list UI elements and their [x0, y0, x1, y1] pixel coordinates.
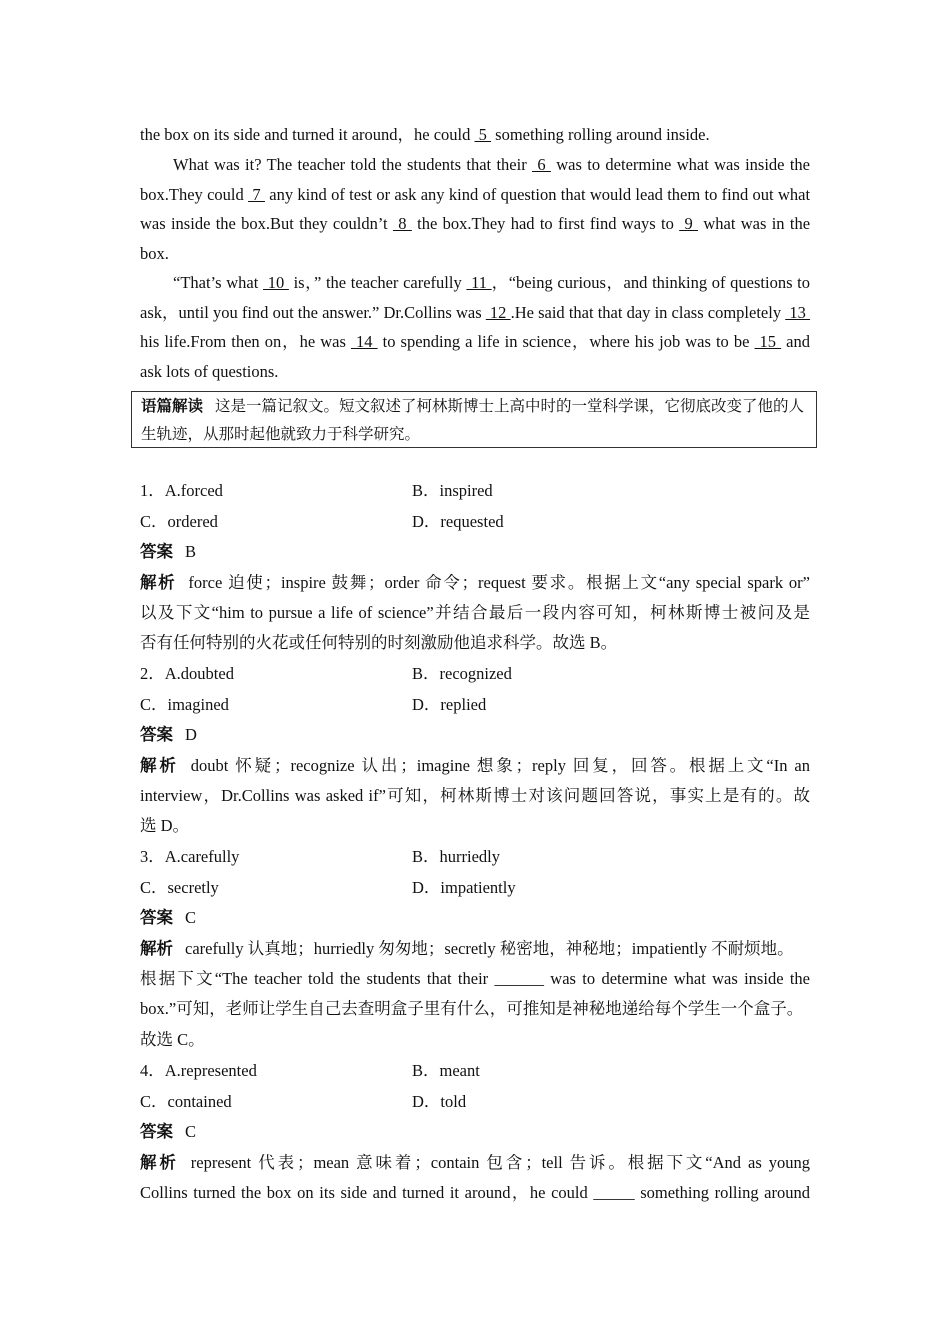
summary-label: 语篇解读	[141, 398, 204, 415]
summary-text: 这是一篇记叙文。短文叙述了柯林斯博士上高中时的一堂科学课，它彻底改变了他的人生轨迹，从那时起他就致力于科学研究。	[141, 398, 805, 443]
question-1-answer	[140, 537, 820, 567]
question-4-option-b: B．meant	[412, 1061, 480, 1080]
passage-text: .He said that that day in class completely	[510, 302, 786, 322]
question-2-option-c: C．imagined	[140, 695, 229, 714]
numbered-blank: 7	[248, 184, 265, 204]
question-2-analysis-line-3: 选 D。	[140, 816, 190, 835]
numbered-blank: 5	[474, 125, 492, 144]
question-3-option-d: D．impatiently	[412, 878, 516, 897]
numbered-blank: 9	[679, 214, 699, 234]
passage-text: the box.They had to first find ways to	[411, 214, 680, 234]
analysis-text: doubt 怀疑；recognize 认出；imagine 想象；reply 回复，回答。根据上文“In an	[190, 756, 811, 775]
question-3-options-row-1	[140, 842, 810, 872]
passage-text: “That’s what	[173, 273, 264, 292]
numbered-blank: 8	[392, 214, 412, 234]
question-2-option-b: B．recognized	[412, 664, 512, 683]
question-3-analysis-line-3: box.”可知，老师让学生自己去查明盒子里有什么，可推知是神秘地递给每个学生一个盒子。	[140, 999, 804, 1018]
answer-value: C	[185, 908, 197, 927]
question-3-options-row-2	[140, 873, 810, 903]
numbered-blank: 14	[350, 332, 378, 352]
numbered-blank: 11	[466, 273, 492, 292]
question-2-analysis-line-2: interview，Dr.Collins was asked if”可知，柯林斯博士对该问题回答说，事实上是有的。故	[140, 786, 810, 805]
question-3-answer	[140, 903, 820, 933]
answer-value: C	[185, 1122, 197, 1141]
passage-paragraph-1	[140, 120, 810, 150]
question-3-option-c: C．secretly	[140, 878, 219, 897]
question-3-analysis-line-4: 故选 C。	[140, 1030, 205, 1049]
analysis-text: represent 代表；mean 意味着；contain 包含；tell 告诉。根据下文“And as young	[190, 1153, 811, 1172]
question-1-option-b: B．inspired	[412, 481, 493, 500]
analysis-label: 解析	[140, 756, 179, 775]
question-1-option-d: D．requested	[412, 512, 504, 531]
question-1-option-a: 1．A.forced	[140, 481, 223, 500]
answer-value: B	[185, 542, 197, 561]
question-1-analysis-line-3: 否有任何特别的火花或任何特别的时刻激励他追求科学。故选 B。	[140, 633, 618, 652]
passage-text: and ask lots of questions.	[140, 332, 811, 381]
passage-paragraph-3	[140, 268, 810, 386]
question-4-answer	[140, 1117, 820, 1147]
question-4-option-d: D．told	[412, 1092, 467, 1111]
numbered-blank: 12	[485, 302, 511, 322]
question-1-option-c: C．ordered	[140, 512, 218, 531]
answer-label: 答案	[140, 725, 173, 744]
question-1-analysis-line-2: 以及下文“him to pursue a life of science”并结合最后一段内容可知，柯林斯博士被问及是	[140, 603, 810, 622]
numbered-blank: 13	[785, 302, 811, 322]
passage-text: to spending a life in science，where his job was to be	[377, 332, 755, 352]
numbered-blank: 15	[754, 332, 782, 352]
question-1-options-row-2	[140, 507, 810, 537]
question-3-analysis-line-1	[140, 934, 820, 964]
analysis-label: 解析	[140, 573, 177, 592]
passage-text: his life.From then on，he was	[140, 332, 351, 352]
analysis-label: 解析	[140, 939, 173, 958]
numbered-blank: 6	[532, 155, 551, 174]
question-4-analysis-line-1	[140, 1148, 810, 1178]
question-1-options-row-1	[140, 476, 810, 506]
question-3-analysis-line-2: 根据下文“The teacher told the students that their ______ was to determine what was inside the	[140, 969, 810, 988]
question-2-option-d: D．replied	[412, 695, 487, 714]
summary-box	[131, 391, 817, 448]
answer-label: 答案	[140, 542, 173, 561]
passage-text: any kind of test or ask any kind of question that would lead them to find out what was inside the box.But they couldn’t	[140, 184, 811, 234]
passage-text: something rolling around inside.	[491, 125, 710, 144]
question-2-option-a: 2．A.doubted	[140, 664, 234, 683]
answer-value: D	[185, 725, 197, 744]
question-4-options-row-2	[140, 1087, 810, 1117]
passage-text: What was it? The teacher told the students that their	[173, 155, 533, 174]
passage-paragraph-2	[140, 150, 810, 268]
analysis-text: carefully 认真地；hurriedly 匆匆地；secretly 秘密地，神秘地；impatiently 不耐烦地。	[185, 939, 794, 958]
question-4-option-c: C．contained	[140, 1092, 232, 1111]
passage-text: what was in the box.	[140, 214, 811, 263]
passage-text: ，“being curious，and thinking of questions to ask，until you find out the answer.” Dr.Collins was	[140, 273, 811, 322]
question-2-options-row-2	[140, 690, 810, 720]
question-4-analysis-line-2: Collins turned the box on its side and turned it around，he could _____ something rolling around	[140, 1183, 810, 1202]
question-3-option-a: 3．A.carefully	[140, 847, 240, 866]
passage-text: was to determine what was inside the box.They could	[140, 155, 810, 204]
question-2-answer	[140, 720, 820, 750]
analysis-text: force 迫使；inspire 鼓舞；order 命令；request 要求。根据上文“any special spark or”	[188, 573, 810, 592]
question-2-options-row-1	[140, 659, 810, 689]
numbered-blank: 10	[263, 273, 289, 292]
passage-text: the box on its side and turned it around，he could	[140, 125, 475, 144]
question-2-analysis-line-1	[140, 751, 810, 781]
question-1-analysis-line-1	[140, 568, 810, 598]
answer-label: 答案	[140, 1122, 173, 1141]
question-3-option-b: B．hurriedly	[412, 847, 500, 866]
analysis-label: 解析	[140, 1153, 179, 1172]
question-4-option-a: 4．A.represented	[140, 1061, 257, 1080]
question-4-options-row-1	[140, 1056, 810, 1086]
answer-label: 答案	[140, 908, 173, 927]
passage-text: is，” the teacher carefully	[288, 273, 467, 292]
